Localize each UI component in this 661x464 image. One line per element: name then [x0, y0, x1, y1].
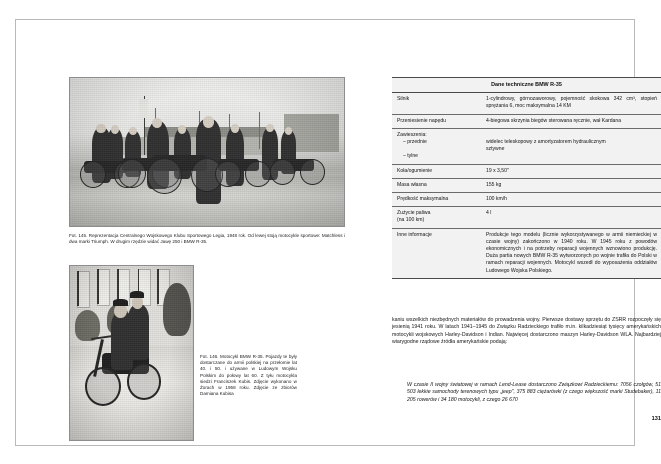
row-value-suspension	[480, 128, 661, 164]
row-label-other-info: Inne informacje	[392, 228, 480, 278]
suspension-label-rear: – tylne	[403, 153, 419, 160]
suspension-label-front: – przednie	[403, 139, 427, 146]
photo-conifer	[163, 283, 190, 335]
row-value-engine: 1-cylindrowy, górnozaworowy, pojemność skokowa 342 cm³, stopień sprężania 6, moc maksymalna 14 KM	[486, 96, 657, 110]
table-row	[392, 178, 661, 192]
figure-146-photo	[69, 265, 194, 441]
photo-window-panel	[97, 269, 110, 306]
photo-rider-head	[231, 124, 240, 133]
row-label-max-speed: Prędkość maksymalna	[392, 193, 480, 207]
specification-table	[392, 77, 661, 279]
row-label-suspension	[392, 128, 480, 164]
photo-window-bar	[97, 269, 99, 304]
row-value-other-info: Produkcje tego modelu (licznie wykorzystywanego w armii niemieckiej w czasie wojny) zakończono w 1940 roku. W 1945 roku z powodów ekonomicznych i na potrzeby reparacji wojennych wznowiono produkcję. Duża partia nowych BMW R-35 wytworzonych po wojnie trafiła do Polski w ramach reparacji wojennych. Motocykl wszedł do wyposażenia oddziałów Ludowego Wojska Polskiego.	[480, 228, 661, 278]
table-row	[392, 228, 661, 278]
figure-146-caption: Fot. 146. Motocykl BMW R-35. Pojazdy te były dostarczane do armii polskiej na przełomie lat 40. i 50. i używane w Ludowym Wojsku Polskim do połowy lat 60. Z tyłu motocykla siedzi Franciszek Kubis. Zdjęcie wykonano w Żorach w 1958 roku. Zdjęcie ze zbiorów Damiana Kubisa	[200, 354, 297, 397]
photo-rider-front-head	[114, 304, 126, 318]
body-paragraph: kaniu wszelkich niezbędnych materiałów do prowadzenia wojny. Pierwsze dostawy sprzętu do ZSRR rozpoczęły się jesienią 1941 roku. W latach 1941–1945 do Związku Radzieckiego trafiło m.in. kilkadziesiąt tysięcy amerykańskich motocykli wojskowych Harley-Davidson i Indian. Najwięcej dostarczono maszyn Harley-Davidson WLA. Najbardziej wiarygodne rządowe źródła amerykańskie podają:	[392, 317, 661, 346]
table-row	[392, 193, 661, 207]
photo-motorcycle-wheel	[215, 161, 240, 187]
figure-145-photo	[69, 77, 345, 227]
row-value-wheels: 19 x 3,50"	[480, 164, 661, 178]
photo-motorcycle-wheel-front	[147, 158, 182, 194]
page-sheet	[15, 19, 661, 446]
photo-rider-head	[129, 127, 137, 135]
body-quote: W czasie II wojny światowej w ramach Lend-Lease dostarczono Związkowi Radzieckiemu: 7056 czołgów, 51 503 lekkie samochody terenowych typu „jeep", 375 883 ciężarówki (z czego większość marki Studebaker), 11 205 rowerów i 34 180 motocykli, z czego 26 670	[407, 382, 661, 403]
photo-window-bar	[77, 271, 79, 306]
fuel-label-line2: (na 100 km)	[397, 217, 425, 224]
table-row	[392, 93, 661, 114]
photo-rider-rear-cap	[130, 291, 144, 298]
photo-rider-head	[96, 124, 105, 134]
suspension-value-rear: sztywne	[486, 146, 505, 153]
row-value-transmission: 4-biegowa skrzynia biegów sterowana ręcznie, wał Kardana	[480, 114, 661, 128]
table-title: Dane techniczne BMW R-35	[392, 78, 661, 93]
photo-flag	[139, 99, 149, 118]
photo-rider-front-cap	[113, 299, 128, 306]
photo-pole-4	[259, 112, 260, 149]
photo-window-bar	[157, 269, 159, 304]
row-label-weight: Masa własna	[392, 178, 480, 192]
table-row-suspension	[392, 128, 661, 164]
row-value-max-speed: 100 km/h	[480, 193, 661, 207]
table-row-fuel	[392, 207, 661, 228]
table-row	[392, 114, 661, 128]
row-value-weight: 155 kg	[480, 178, 661, 192]
row-value-fuel: 4 l	[480, 207, 661, 228]
table-row	[392, 164, 661, 178]
photo-motorcycle-wheel	[245, 161, 270, 187]
figure-145-caption: Fot. 145. Reprezentacja Centralnego Wojskowego Klubu Sportowego Legia, 1948 rok. Od lewej stoją motocykle sportowe: Matchless i dwa marki Triumph. W drugim rzędzie widać Jawę 250 i BMW R-35.	[69, 233, 345, 245]
photo-window-panel	[77, 271, 90, 308]
row-label-wheels: Koła/ogumienie	[392, 164, 480, 178]
row-label-fuel	[392, 207, 480, 228]
suspension-value-front: widelec teleskopowy z amortyzatorem hydraulicznym	[486, 139, 606, 145]
table-header-row	[392, 78, 661, 93]
photo-shrub	[75, 310, 100, 341]
row-label-engine: Silnik	[397, 96, 410, 103]
suspension-label-main: Zawieszenia:	[397, 131, 427, 138]
photo-motorcycle-wheel-front	[85, 367, 121, 406]
photo-rider-rear	[128, 304, 149, 360]
photo-motorcycle-wheel	[80, 161, 107, 188]
page-number: 131	[651, 416, 661, 422]
photo-rider-head	[203, 116, 214, 127]
fuel-label-line1: Zużycie paliwa	[397, 210, 431, 217]
row-label-transmission: Przeniesienie napędu	[392, 114, 480, 128]
photo-motorcycle-wheel	[118, 159, 146, 188]
suspension-spacer	[486, 132, 657, 139]
